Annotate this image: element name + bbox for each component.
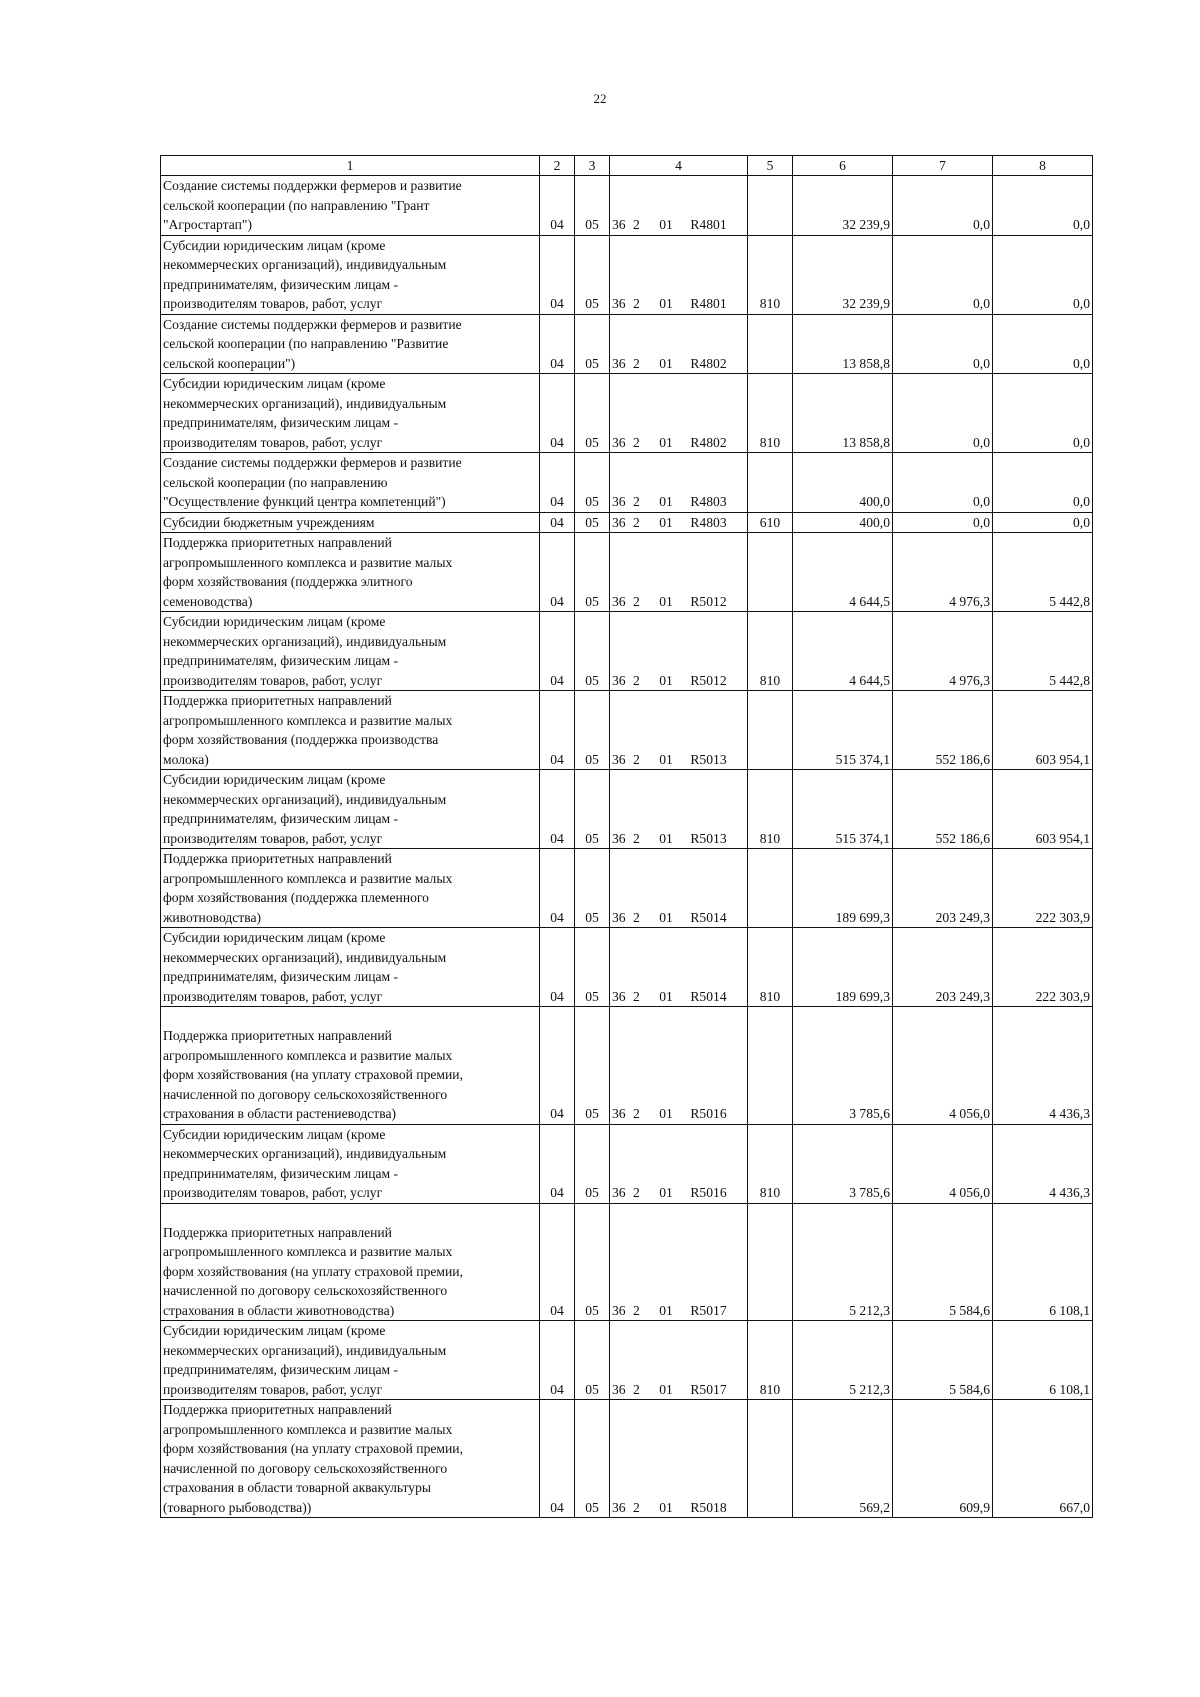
target-code xyxy=(612,294,745,314)
row-expense-type xyxy=(748,533,793,612)
row-expense-type xyxy=(748,1007,793,1125)
row-amount-col-6: 400,0 xyxy=(793,512,893,533)
code-state-program: 36 xyxy=(612,494,626,509)
row-subsection: 05 xyxy=(575,612,610,691)
row-section: 04 xyxy=(540,453,575,513)
row-amount-col-7: 0,0 xyxy=(893,235,993,314)
row-subsection: 05 xyxy=(575,1007,610,1125)
row-amount-col-6: 5 212,3 xyxy=(793,1203,893,1321)
code-state-program: 36 xyxy=(612,434,626,450)
header-col-3: 3 xyxy=(575,156,610,176)
row-description: Создание системы поддержки фермеров и развитие сельской кооперации (по направлению "Развитие сельской кооперации") xyxy=(161,314,540,374)
row-amount-col-6: 515 374,1 xyxy=(793,770,893,849)
row-target-code xyxy=(610,1321,748,1400)
row-amount-col-6: 32 239,9 xyxy=(793,176,893,236)
code-direction: R5016 xyxy=(690,1106,727,1121)
code-subprogram: 2 xyxy=(633,830,640,846)
row-description: Субсидии юридическим лицам (кроме некоммерческих организаций), индивидуальным предпринимателям, физическим лицам - производителям товаров, работ, услуг xyxy=(161,235,540,314)
row-subsection: 05 xyxy=(575,691,610,770)
target-code xyxy=(612,1104,745,1124)
row-amount-col-7: 4 056,0 xyxy=(893,1124,993,1203)
row-expense-type: 810 xyxy=(748,235,793,314)
row-amount-col-8: 222 303,9 xyxy=(993,928,1093,1007)
row-expense-type xyxy=(748,453,793,513)
code-group: 01 xyxy=(659,672,673,688)
code-subprogram: 2 xyxy=(633,355,640,371)
code-subprogram: 2 xyxy=(633,751,640,767)
code-subprogram: 2 xyxy=(633,494,640,509)
table-row xyxy=(161,1203,1093,1321)
table-row xyxy=(161,235,1093,314)
row-subsection: 05 xyxy=(575,770,610,849)
row-description: Поддержка приоритетных направлений агропромышленного комплекса и развитие малых форм хозяйствования (на уплату страховой премии, начисленной по договору сельскохозяйственного страхования в области животноводства) xyxy=(161,1203,540,1321)
code-direction: R5012 xyxy=(690,593,727,609)
row-target-code xyxy=(610,533,748,612)
code-subprogram: 2 xyxy=(633,1106,640,1121)
code-subprogram: 2 xyxy=(633,434,640,450)
row-expense-type: 810 xyxy=(748,374,793,453)
row-description: Субсидии юридическим лицам (кроме некоммерческих организаций), индивидуальным предпринимателям, физическим лицам - производителям товаров, работ, услуг xyxy=(161,928,540,1007)
target-code xyxy=(612,433,745,453)
row-description: Поддержка приоритетных направлений агропромышленного комплекса и развитие малых форм хозяйствования (поддержка элитного семеноводства) xyxy=(161,533,540,612)
row-description: Создание системы поддержки фермеров и развитие сельской кооперации (по направлению "Грант "Агростартап") xyxy=(161,176,540,236)
row-amount-col-7: 5 584,6 xyxy=(893,1203,993,1321)
code-state-program: 36 xyxy=(612,909,626,925)
code-direction: R4803 xyxy=(690,514,727,530)
code-state-program: 36 xyxy=(612,355,626,371)
table-row xyxy=(161,453,1093,513)
row-section: 04 xyxy=(540,314,575,374)
row-section: 04 xyxy=(540,1124,575,1203)
row-amount-col-8: 5 442,8 xyxy=(993,533,1093,612)
row-amount-col-7: 552 186,6 xyxy=(893,770,993,849)
row-target-code xyxy=(610,770,748,849)
code-state-program: 36 xyxy=(612,830,626,846)
row-subsection: 05 xyxy=(575,533,610,612)
code-subprogram: 2 xyxy=(633,217,640,232)
row-amount-col-8: 4 436,3 xyxy=(993,1124,1093,1203)
row-expense-type xyxy=(748,849,793,928)
target-code xyxy=(612,829,745,849)
target-code xyxy=(612,750,745,770)
code-direction: R5016 xyxy=(690,1185,727,1200)
target-code xyxy=(612,1380,745,1400)
code-direction: R5017 xyxy=(690,1302,727,1318)
row-target-code xyxy=(610,512,748,533)
code-subprogram: 2 xyxy=(633,988,640,1004)
row-description: Поддержка приоритетных направлений агропромышленного комплекса и развитие малых форм хозяйствования (на уплату страховой премии, начисленной по договору сельскохозяйственного страхования в области растениеводства) xyxy=(161,1007,540,1125)
row-amount-col-7: 0,0 xyxy=(893,314,993,374)
row-section: 04 xyxy=(540,1203,575,1321)
target-code xyxy=(612,671,745,691)
row-expense-type xyxy=(748,176,793,236)
table-row xyxy=(161,512,1093,533)
row-amount-col-6: 515 374,1 xyxy=(793,691,893,770)
code-group: 01 xyxy=(659,217,673,232)
code-group: 01 xyxy=(659,593,673,609)
row-target-code xyxy=(610,453,748,513)
row-subsection: 05 xyxy=(575,453,610,513)
row-subsection: 05 xyxy=(575,1203,610,1321)
header-col-4: 4 xyxy=(610,156,748,176)
table-row xyxy=(161,1400,1093,1518)
row-amount-col-6: 3 785,6 xyxy=(793,1007,893,1125)
row-section: 04 xyxy=(540,512,575,533)
table-row xyxy=(161,374,1093,453)
row-amount-col-8: 0,0 xyxy=(993,374,1093,453)
code-state-program: 36 xyxy=(612,1302,626,1318)
code-group: 01 xyxy=(659,514,673,530)
row-target-code xyxy=(610,176,748,236)
code-direction: R5012 xyxy=(690,672,727,688)
code-state-program: 36 xyxy=(612,988,626,1004)
row-subsection: 05 xyxy=(575,314,610,374)
code-group: 01 xyxy=(659,296,673,311)
code-state-program: 36 xyxy=(612,1106,626,1121)
code-subprogram: 2 xyxy=(633,1185,640,1200)
table-row xyxy=(161,176,1093,236)
code-direction: R4802 xyxy=(690,434,727,450)
page-number: 22 xyxy=(593,91,607,106)
row-amount-col-8: 0,0 xyxy=(993,512,1093,533)
header-col-7: 7 xyxy=(893,156,993,176)
row-target-code xyxy=(610,374,748,453)
row-amount-col-6: 4 644,5 xyxy=(793,533,893,612)
row-amount-col-7: 4 976,3 xyxy=(893,612,993,691)
code-group: 01 xyxy=(659,1381,673,1397)
row-description: Субсидии юридическим лицам (кроме некоммерческих организаций), индивидуальным предпринимателям, физическим лицам - производителям товаров, работ, услуг xyxy=(161,770,540,849)
code-group: 01 xyxy=(659,494,673,509)
row-expense-type: 610 xyxy=(748,512,793,533)
row-amount-col-8: 5 442,8 xyxy=(993,612,1093,691)
table-row xyxy=(161,1007,1093,1125)
row-section: 04 xyxy=(540,849,575,928)
row-description: Субсидии юридическим лицам (кроме некоммерческих организаций), индивидуальным предпринимателям, физическим лицам - производителям товаров, работ, услуг xyxy=(161,1124,540,1203)
row-target-code xyxy=(610,1124,748,1203)
code-subprogram: 2 xyxy=(633,593,640,609)
row-amount-col-8: 0,0 xyxy=(993,176,1093,236)
code-group: 01 xyxy=(659,909,673,925)
header-col-6: 6 xyxy=(793,156,893,176)
code-direction: R5013 xyxy=(690,751,727,767)
target-code xyxy=(612,513,745,533)
target-code xyxy=(612,908,745,928)
row-amount-col-7: 0,0 xyxy=(893,374,993,453)
row-amount-col-6: 13 858,8 xyxy=(793,314,893,374)
code-group: 01 xyxy=(659,830,673,846)
row-amount-col-6: 32 239,9 xyxy=(793,235,893,314)
code-state-program: 36 xyxy=(612,751,626,767)
header-row xyxy=(161,156,1093,176)
row-description: Поддержка приоритетных направлений агропромышленного комплекса и развитие малых форм хозяйствования (на уплату страховой премии, начисленной по договору сельскохозяйственного страхования в области товарной аквакультуры (товарного рыбоводства)) xyxy=(161,1400,540,1518)
code-subprogram: 2 xyxy=(633,296,640,311)
row-subsection: 05 xyxy=(575,849,610,928)
table-row xyxy=(161,928,1093,1007)
code-subprogram: 2 xyxy=(633,1499,640,1515)
row-expense-type: 810 xyxy=(748,1321,793,1400)
row-amount-col-6: 5 212,3 xyxy=(793,1321,893,1400)
target-code xyxy=(612,354,745,374)
row-amount-col-8: 0,0 xyxy=(993,314,1093,374)
row-target-code xyxy=(610,1007,748,1125)
row-amount-col-8: 603 954,1 xyxy=(993,770,1093,849)
table-row xyxy=(161,533,1093,612)
row-section: 04 xyxy=(540,612,575,691)
row-expense-type xyxy=(748,314,793,374)
code-direction: R5018 xyxy=(690,1499,727,1515)
row-description: Поддержка приоритетных направлений агропромышленного комплекса и развитие малых форм хозяйствования (поддержка производства молока) xyxy=(161,691,540,770)
row-section: 04 xyxy=(540,176,575,236)
row-amount-col-7: 0,0 xyxy=(893,512,993,533)
row-amount-col-8: 222 303,9 xyxy=(993,849,1093,928)
target-code xyxy=(612,592,745,612)
code-state-program: 36 xyxy=(612,217,626,232)
code-group: 01 xyxy=(659,434,673,450)
row-expense-type: 810 xyxy=(748,1124,793,1203)
table-row xyxy=(161,1124,1093,1203)
row-amount-col-6: 13 858,8 xyxy=(793,374,893,453)
row-target-code xyxy=(610,849,748,928)
code-subprogram: 2 xyxy=(633,514,640,530)
row-subsection: 05 xyxy=(575,1400,610,1518)
table-body xyxy=(161,176,1093,1518)
code-direction: R5014 xyxy=(690,988,727,1004)
table-row xyxy=(161,849,1093,928)
row-description: Создание системы поддержки фермеров и развитие сельской кооперации (по направлению "Осуществление функций центра компетенций") xyxy=(161,453,540,513)
row-amount-col-8: 667,0 xyxy=(993,1400,1093,1518)
row-section: 04 xyxy=(540,235,575,314)
header-col-8: 8 xyxy=(993,156,1093,176)
row-target-code xyxy=(610,928,748,1007)
code-group: 01 xyxy=(659,355,673,371)
code-group: 01 xyxy=(659,988,673,1004)
row-amount-col-7: 0,0 xyxy=(893,453,993,513)
code-state-program: 36 xyxy=(612,514,626,530)
code-subprogram: 2 xyxy=(633,672,640,688)
row-amount-col-6: 189 699,3 xyxy=(793,849,893,928)
row-amount-col-7: 0,0 xyxy=(893,176,993,236)
row-amount-col-8: 603 954,1 xyxy=(993,691,1093,770)
header-col-2: 2 xyxy=(540,156,575,176)
row-amount-col-7: 5 584,6 xyxy=(893,1321,993,1400)
code-subprogram: 2 xyxy=(633,1302,640,1318)
code-state-program: 36 xyxy=(612,1381,626,1397)
table-row xyxy=(161,612,1093,691)
code-group: 01 xyxy=(659,1302,673,1318)
target-code xyxy=(612,1183,745,1203)
row-subsection: 05 xyxy=(575,1321,610,1400)
row-section: 04 xyxy=(540,533,575,612)
row-section: 04 xyxy=(540,1400,575,1518)
row-expense-type xyxy=(748,691,793,770)
target-code xyxy=(612,987,745,1007)
row-description: Субсидии бюджетным учреждениям xyxy=(161,512,540,533)
row-subsection: 05 xyxy=(575,1124,610,1203)
row-section: 04 xyxy=(540,928,575,1007)
row-description: Субсидии юридическим лицам (кроме некоммерческих организаций), индивидуальным предпринимателям, физическим лицам - производителям товаров, работ, услуг xyxy=(161,1321,540,1400)
row-amount-col-7: 609,9 xyxy=(893,1400,993,1518)
row-description: Поддержка приоритетных направлений агропромышленного комплекса и развитие малых форм хозяйствования (поддержка племенного животноводства) xyxy=(161,849,540,928)
code-subprogram: 2 xyxy=(633,909,640,925)
row-description: Субсидии юридическим лицам (кроме некоммерческих организаций), индивидуальным предпринимателям, физическим лицам - производителям товаров, работ, услуг xyxy=(161,612,540,691)
table-row xyxy=(161,691,1093,770)
header-col-5: 5 xyxy=(748,156,793,176)
code-direction: R4801 xyxy=(690,217,727,232)
row-expense-type xyxy=(748,1400,793,1518)
row-expense-type xyxy=(748,1203,793,1321)
code-direction: R5014 xyxy=(690,909,727,925)
row-amount-col-7: 203 249,3 xyxy=(893,849,993,928)
target-code xyxy=(612,492,745,512)
row-subsection: 05 xyxy=(575,512,610,533)
row-expense-type: 810 xyxy=(748,928,793,1007)
code-state-program: 36 xyxy=(612,672,626,688)
code-group: 01 xyxy=(659,1499,673,1515)
code-direction: R4802 xyxy=(690,355,727,371)
row-section: 04 xyxy=(540,1007,575,1125)
row-target-code xyxy=(610,691,748,770)
row-amount-col-8: 6 108,1 xyxy=(993,1321,1093,1400)
row-target-code xyxy=(610,612,748,691)
code-state-program: 36 xyxy=(612,593,626,609)
code-state-program: 36 xyxy=(612,1499,626,1515)
target-code xyxy=(612,1498,745,1518)
header-col-1: 1 xyxy=(161,156,540,176)
code-state-program: 36 xyxy=(612,1185,626,1200)
row-subsection: 05 xyxy=(575,928,610,1007)
row-section: 04 xyxy=(540,691,575,770)
table-row xyxy=(161,770,1093,849)
row-amount-col-7: 4 976,3 xyxy=(893,533,993,612)
row-expense-type: 810 xyxy=(748,770,793,849)
row-amount-col-8: 6 108,1 xyxy=(993,1203,1093,1321)
row-amount-col-7: 4 056,0 xyxy=(893,1007,993,1125)
row-amount-col-7: 552 186,6 xyxy=(893,691,993,770)
code-direction: R4803 xyxy=(690,494,727,509)
code-state-program: 36 xyxy=(612,296,626,311)
row-target-code xyxy=(610,235,748,314)
code-group: 01 xyxy=(659,1185,673,1200)
row-subsection: 05 xyxy=(575,176,610,236)
row-section: 04 xyxy=(540,770,575,849)
row-amount-col-7: 203 249,3 xyxy=(893,928,993,1007)
row-section: 04 xyxy=(540,374,575,453)
row-expense-type: 810 xyxy=(748,612,793,691)
code-direction: R4801 xyxy=(690,296,727,311)
code-group: 01 xyxy=(659,1106,673,1121)
target-code xyxy=(612,215,745,235)
row-amount-col-6: 569,2 xyxy=(793,1400,893,1518)
row-amount-col-8: 4 436,3 xyxy=(993,1007,1093,1125)
budget-table xyxy=(160,155,1093,1518)
row-amount-col-8: 0,0 xyxy=(993,235,1093,314)
row-amount-col-6: 189 699,3 xyxy=(793,928,893,1007)
row-description: Субсидии юридическим лицам (кроме некоммерческих организаций), индивидуальным предпринимателям, физическим лицам - производителям товаров, работ, услуг xyxy=(161,374,540,453)
code-direction: R5017 xyxy=(690,1381,727,1397)
row-section: 04 xyxy=(540,1321,575,1400)
table-row xyxy=(161,314,1093,374)
row-amount-col-8: 0,0 xyxy=(993,453,1093,513)
target-code xyxy=(612,1301,745,1321)
row-target-code xyxy=(610,314,748,374)
row-subsection: 05 xyxy=(575,374,610,453)
code-direction: R5013 xyxy=(690,830,727,846)
row-amount-col-6: 4 644,5 xyxy=(793,612,893,691)
row-target-code xyxy=(610,1203,748,1321)
row-target-code xyxy=(610,1400,748,1518)
row-amount-col-6: 400,0 xyxy=(793,453,893,513)
code-group: 01 xyxy=(659,751,673,767)
code-subprogram: 2 xyxy=(633,1381,640,1397)
table-row xyxy=(161,1321,1093,1400)
row-subsection: 05 xyxy=(575,235,610,314)
row-amount-col-6: 3 785,6 xyxy=(793,1124,893,1203)
